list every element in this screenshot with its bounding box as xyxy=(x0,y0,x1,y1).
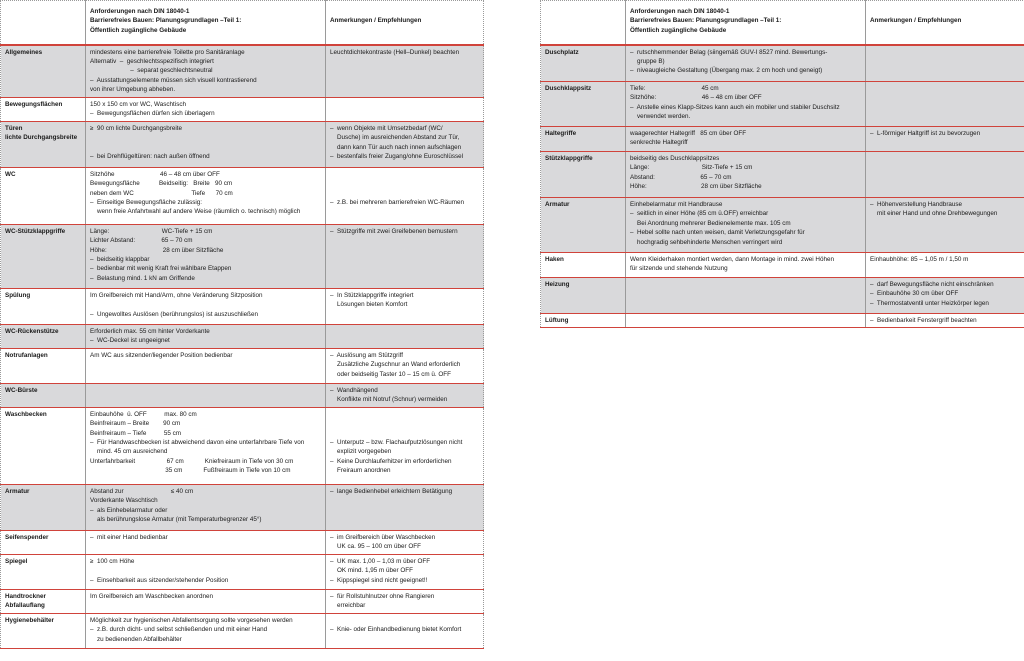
notes-cell xyxy=(326,407,484,484)
notes-cell xyxy=(326,121,484,167)
requirement-line: Wenn Kleiderhaken montiert werden, dann Montage in mind. zwei Höhen xyxy=(630,256,834,263)
blank-line xyxy=(330,179,479,188)
table-header-row xyxy=(541,1,1024,45)
row-label-cell xyxy=(1,288,86,324)
requirement-line: als berührungslose Armatur (mit Temperaturbegrenzer 45°) xyxy=(90,516,262,523)
requirement-line: – seitlich in einer Höhe (85 cm ü.OFF) erreichbar xyxy=(630,210,769,218)
requirements-cell xyxy=(86,45,326,98)
requirements-cell xyxy=(86,348,326,383)
row-label: Bewegungsflächen xyxy=(5,100,63,108)
row-label-cell xyxy=(541,253,626,278)
table-row xyxy=(541,253,1024,278)
note-line: – im Greifbereich über Waschbecken xyxy=(330,533,436,541)
header-title-line: Öffentlich zugängliche Gebäude xyxy=(90,26,187,34)
requirement-line: wenn freie Anfahrtwahl auf andere Weise (räumlich o. technisch) möglich xyxy=(90,208,301,216)
notes-cell xyxy=(866,198,1024,253)
requirement-line: Möglichkeit zur hygienischen Abfallentsorgung sollte vorgesehen werden xyxy=(90,616,293,624)
requirement-line: – Einseitige Bewegungsfläche zulässig: xyxy=(90,199,203,206)
notes-cell xyxy=(866,45,1024,82)
row-label-cell xyxy=(541,45,626,82)
notes-cell xyxy=(326,324,484,348)
row-label: Lüftung xyxy=(545,317,569,324)
header-requirements-cell xyxy=(86,1,326,45)
row-label: Duschplatz xyxy=(545,48,579,56)
note-line: – UK max. 1,00 – 1,03 m über OFF xyxy=(330,557,431,565)
notes-cell xyxy=(326,348,484,383)
notes-cell xyxy=(326,383,484,407)
requirement-line: verwendet werden. xyxy=(630,113,691,121)
blank-line xyxy=(90,566,321,575)
row-label: Abfallauflang xyxy=(5,602,45,610)
requirement-line: – niveaugleiche Gestaltung (Übergang max. 2 cm hoch und geneigt) xyxy=(630,67,823,75)
requirement-line: Alternativ – geschlechtsspezifisch integriert xyxy=(90,57,214,65)
notes-cell xyxy=(866,152,1024,198)
requirements-cell xyxy=(626,127,866,152)
row-label: Duschklappsitz xyxy=(545,85,592,92)
requirement-line: Unterfahrbarkeit 67 cm Kniefreiraum in Tiefe von 30 cm xyxy=(90,457,294,465)
notes-cell xyxy=(866,314,1024,328)
header-notes-label: Anmerkungen / Empfehlungen xyxy=(870,17,962,24)
requirement-line: Einbauhöhe ü. OFF max. 80 cm xyxy=(90,410,197,418)
row-label-cell xyxy=(1,530,86,554)
requirement-line: Sitzhöhe: 46 – 48 cm über OFF xyxy=(630,94,762,102)
requirements-cell xyxy=(86,167,326,224)
requirement-line: Abstand: 65 – 70 cm xyxy=(630,173,732,181)
row-label-cell xyxy=(541,314,626,328)
row-label: Armatur xyxy=(545,201,570,208)
requirements-cell xyxy=(86,383,326,407)
requirement-line: für sitzende und stehende Nutzung xyxy=(630,265,728,273)
requirement-line: – Hebel sollte nach unten weisen, damit Verletzungsgefahr für xyxy=(630,229,805,237)
row-label: Haltegriffe xyxy=(545,130,577,137)
note-line: Einhaubhöhe: 85 – 1,05 m / 1,50 m xyxy=(870,256,969,263)
note-line: Zusätzliche Zugschnur an Wand erforderlich xyxy=(330,361,461,369)
row-label: WC-Rückenstütze xyxy=(5,327,59,335)
notes-cell xyxy=(866,82,1024,127)
requirement-line: mind. 45 cm ausreichend xyxy=(90,448,168,456)
table-row xyxy=(1,407,484,484)
right-requirements-table xyxy=(540,0,1024,328)
row-label-cell xyxy=(541,152,626,198)
requirements-cell xyxy=(86,288,326,324)
blank-line xyxy=(90,300,321,309)
table-row xyxy=(541,82,1024,127)
row-label-cell xyxy=(1,589,86,613)
note-line: – Knie- oder Einhandbedienung bietet Komfort xyxy=(330,626,462,634)
row-label: Hygienebehälter xyxy=(5,616,54,624)
requirement-line: zu bedienenden Abfallbehälter xyxy=(90,635,182,643)
note-line: erreichbar xyxy=(330,602,366,610)
notes-cell xyxy=(866,278,1024,314)
requirements-cell xyxy=(86,407,326,484)
left-table-body xyxy=(1,1,484,649)
row-label: Spülung xyxy=(5,291,31,299)
row-label: Seifenspender xyxy=(5,533,49,541)
notes-cell xyxy=(326,530,484,554)
table-row xyxy=(541,278,1024,314)
note-line: – Höhenverstellung Handbrause xyxy=(870,201,963,208)
requirement-line: Bei Anordnung mehrerer Bedienelemente max. 105 cm xyxy=(630,219,791,227)
row-label-cell xyxy=(1,348,86,383)
note-line: – für Rollstuhlnutzer ohne Rangieren xyxy=(330,592,435,600)
requirement-line: neben dem WC Tiefe 70 cm xyxy=(90,189,233,197)
notes-cell xyxy=(326,589,484,613)
requirement-line: Erforderlich max. 55 cm hinter Vorderkante xyxy=(90,327,210,335)
right-table-body xyxy=(541,1,1024,328)
header-notes-label: Anmerkungen / Empfehlungen xyxy=(330,17,422,24)
note-line: – L-förmiger Haltgriff ist zu bevorzugen xyxy=(870,130,981,137)
requirement-line: Höhe: 28 cm über Sitzfläche xyxy=(90,246,224,254)
row-label: WC-Bürste xyxy=(5,386,38,394)
blank-line xyxy=(90,143,321,152)
requirement-line: Am WC aus sitzender/liegender Position bedienbar xyxy=(90,351,233,359)
requirements-cell xyxy=(626,278,866,314)
requirement-line: 150 x 150 cm vor WC, Waschtisch xyxy=(90,100,186,108)
note-line: – Bedienbarkeit Fenstergriff beachten xyxy=(870,317,977,324)
table-row xyxy=(1,97,484,121)
requirements-cell xyxy=(86,554,326,589)
row-label-cell xyxy=(541,278,626,314)
note-line: – darf Bewegungsfläche nicht einschränken xyxy=(870,281,994,288)
requirement-line: Bewegungsfläche Beidseitig: Breite 90 cm xyxy=(90,180,233,188)
table-row xyxy=(1,554,484,589)
note-line: Freiraum anordnen xyxy=(330,467,391,475)
requirement-line: – Anstelle eines Klapp-Sitzes kann auch ein mobiler und stabiler Duschsitz xyxy=(630,103,840,111)
note-line: Konflikte mit Notruf (Schnur) vermeiden xyxy=(330,396,448,404)
requirements-cell xyxy=(86,97,326,121)
requirement-line: Im Greifbereich mit Hand/Arm, ohne Veränderung Sitzposition xyxy=(90,291,263,299)
row-label-cell xyxy=(541,198,626,253)
row-label-cell xyxy=(1,121,86,167)
row-label: Heizung xyxy=(545,281,570,288)
requirement-line: mindestens eine barrierefreie Toilette pro Sanitäranlage xyxy=(90,48,245,56)
requirements-cell xyxy=(86,121,326,167)
header-title-line: Öffentlich zugängliche Gebäude xyxy=(630,26,727,34)
row-label: Stützklappgriffe xyxy=(545,155,593,162)
requirement-line: Beinfreiraum – Tiefe 55 cm xyxy=(90,429,181,437)
note-line: – Stützgriffe mit zwei Greifebenen bemustern xyxy=(330,227,458,235)
row-label: Allgemeines xyxy=(5,48,43,56)
blank-line xyxy=(330,410,479,419)
header-title-line: Anforderungen nach DIN 18040-1 xyxy=(630,8,730,15)
notes-cell xyxy=(326,97,484,121)
header-requirements-cell xyxy=(626,1,866,45)
requirement-line: – rutschhemmender Belag (siingemäß GUV-I 8527 mind. Bewertungs- xyxy=(630,48,828,56)
requirement-line: – Belastung mind. 1 kN am Griffende xyxy=(90,274,195,282)
blank-line xyxy=(330,189,479,198)
header-notes-cell xyxy=(866,1,1024,45)
row-label-cell xyxy=(1,224,86,288)
header-empty-cell xyxy=(1,1,86,45)
row-label-cell xyxy=(1,484,86,530)
row-label-cell xyxy=(1,97,86,121)
row-label-cell xyxy=(541,82,626,127)
note-line: mit einer Hand und ohne Drehbewegungen xyxy=(870,210,998,218)
row-label: Notrufanlagen xyxy=(5,351,48,359)
note-line: OK mind. 1,95 m über OFF xyxy=(330,567,413,575)
requirements-cell xyxy=(86,484,326,530)
requirement-line: – Bewegungsflächen dürfen sich überlagern xyxy=(90,110,215,118)
note-line: – Auslösung am Stützgriff xyxy=(330,351,404,359)
row-label-cell xyxy=(1,407,86,484)
requirements-cell xyxy=(86,589,326,613)
note-line: – Einbauhöhe 30 cm über OFF xyxy=(870,290,959,298)
table-row xyxy=(1,348,484,383)
requirement-line: von ihrer Umgebung abheben. xyxy=(90,86,176,94)
table-row xyxy=(1,224,484,288)
row-label: lichte Durchgangsbreite xyxy=(5,134,78,142)
note-line: dann kann Tür auch nach innen aufschlagen xyxy=(330,143,462,151)
note-line: – Wandhängend xyxy=(330,386,378,394)
row-label-cell xyxy=(1,613,86,648)
note-line: – lange Bedienhebel erleichtern Betätigung xyxy=(330,487,453,495)
requirement-line: Sitzhöhe 46 – 48 cm über OFF xyxy=(90,170,220,178)
table-row xyxy=(541,127,1024,152)
header-empty-cell xyxy=(541,1,626,45)
requirements-cell xyxy=(86,613,326,648)
row-label-cell xyxy=(1,324,86,348)
requirement-line: Länge: WC-Tiefe + 15 cm xyxy=(90,227,213,235)
requirement-line: Abstand zur ≤ 40 cm xyxy=(90,487,194,495)
requirement-line: – z.B. durch dicht- und selbst schließenden und mit einer Hand xyxy=(90,626,268,634)
notes-cell xyxy=(326,484,484,530)
requirement-line: – Ungewolltes Auslösen (berührungslos) ist auszuschließen xyxy=(90,310,259,318)
header-title-line: Barrierefreies Bauen: Planungsgrundlagen –Teil 1: xyxy=(90,17,242,25)
row-label-cell xyxy=(541,127,626,152)
requirement-line: hochgradig sehbehinderte Menschen verringert wird xyxy=(630,238,783,246)
requirements-cell xyxy=(626,253,866,278)
table-row xyxy=(541,152,1024,198)
note-line: – Kippspiegel sind nicht geeignet!! xyxy=(330,576,428,584)
row-label: Haken xyxy=(545,256,564,263)
table-row xyxy=(1,167,484,224)
requirement-line: – beidseitig klappbar xyxy=(90,256,150,263)
table-row xyxy=(541,314,1024,328)
table-row xyxy=(1,613,484,648)
table-row xyxy=(1,589,484,613)
note-line: – Thermostatventil unter Heizkörper legen xyxy=(870,299,989,307)
header-notes-cell xyxy=(326,1,484,45)
row-label: Spiegel xyxy=(5,557,28,565)
requirements-cell xyxy=(626,314,866,328)
requirement-line: – mit einer Hand bedienbar xyxy=(90,533,168,541)
blank-line xyxy=(330,419,479,428)
requirements-cell xyxy=(626,82,866,127)
row-label-cell xyxy=(1,45,86,98)
row-label: Handtrockner xyxy=(5,592,46,600)
requirement-line: Vorderkante Waschtisch xyxy=(90,497,158,505)
requirements-cell xyxy=(86,324,326,348)
header-title-line: Anforderungen nach DIN 18040-1 xyxy=(90,8,190,15)
requirement-line: Im Greifbereich am Waschbecken anordnen xyxy=(90,592,213,600)
notes-cell xyxy=(326,45,484,98)
requirements-cell xyxy=(626,45,866,82)
blank-line xyxy=(330,616,479,625)
requirement-line: – bedienbar mit wenig Kraft frei wählbare Etappen xyxy=(90,265,232,273)
notes-cell xyxy=(326,224,484,288)
requirement-line: senkrechte Haltegriff xyxy=(630,139,688,147)
left-requirements-table xyxy=(0,0,484,649)
table-row xyxy=(1,324,484,348)
note-line: – bestenfalls freier Zugang/ohne Euroschlüssel xyxy=(330,153,464,160)
note-line: – z.B. bei mehreren barrierefreien WC-Räumen xyxy=(330,199,465,206)
blank-line xyxy=(330,429,479,438)
notes-cell xyxy=(866,253,1024,278)
requirement-line: – Für Handwaschbecken ist abweichend davon eine unterfahrbare Tiefe von xyxy=(90,439,305,446)
requirement-line: – WC-Deckel ist ungeeignet xyxy=(90,337,170,345)
row-label: Waschbecken xyxy=(5,410,47,418)
requirement-line: ≥ 100 cm Höhe xyxy=(90,557,135,565)
row-label: Türen xyxy=(5,124,23,132)
requirement-line: ≥ 90 cm lichte Durchgangsbreite xyxy=(90,124,183,132)
table-row xyxy=(1,121,484,167)
blank-line xyxy=(90,133,321,142)
notes-cell xyxy=(326,613,484,648)
table-row xyxy=(1,383,484,407)
requirement-line: Länge: Sitz-Tiefe + 15 cm xyxy=(630,164,753,172)
table-row xyxy=(541,45,1024,82)
row-label: WC-Stützklappgriffe xyxy=(5,227,66,235)
table-row xyxy=(1,288,484,324)
requirements-cell xyxy=(626,198,866,253)
notes-cell xyxy=(326,167,484,224)
note-line: UK ca. 95 – 100 cm über OFF xyxy=(330,543,421,551)
row-label-cell xyxy=(1,167,86,224)
table-header-row xyxy=(1,1,484,45)
requirements-cell xyxy=(626,152,866,198)
table-row xyxy=(541,198,1024,253)
requirements-cell xyxy=(86,224,326,288)
requirement-line: beidseitig des Duschklappsitzes xyxy=(630,155,720,162)
requirement-line: 35 cm Fußfreiraum in Tiefe von 10 cm xyxy=(90,467,291,475)
requirement-line: Höhe: 28 cm über Sitzfläche xyxy=(630,183,762,191)
note-line: Lösungen bieten Komfort xyxy=(330,301,408,309)
requirement-line: Tiefe: 45 cm xyxy=(630,85,719,92)
requirement-line: – separat geschlechtsneutral xyxy=(90,67,213,75)
notes-cell xyxy=(866,127,1024,152)
row-label-cell xyxy=(1,383,86,407)
blank-line xyxy=(330,170,479,179)
header-title-line: Barrierefreies Bauen: Planungsgrundlagen –Teil 1: xyxy=(630,17,782,25)
requirement-line: – als Einhebelarmatur oder xyxy=(90,506,168,514)
requirement-line: – bei Drehflügeltüren: nach außen öffnend xyxy=(90,153,210,160)
note-line: – Keine Durchlauferhitzer im erforderlichen xyxy=(330,457,452,465)
requirement-line: Lichter Abstand: 65 – 70 cm xyxy=(90,237,193,245)
note-line: Dusche) im ausreichenden Abstand zur Tür, xyxy=(330,134,460,142)
note-line: explizit vorgegeben xyxy=(330,448,392,456)
requirement-line: Beinfreiraum – Breite 90 cm xyxy=(90,420,181,428)
note-line: – In Stützklappgriffe integriert xyxy=(330,291,414,299)
table-row xyxy=(1,530,484,554)
requirement-line: waagerechter Haltegriff 85 cm über OFF xyxy=(630,130,747,137)
table-row xyxy=(1,45,484,98)
note-line: – Unterputz – bzw. Flachaufputzlösungen nicht xyxy=(330,439,463,446)
row-label-cell xyxy=(1,554,86,589)
note-line: – wenn Objekte mit Umsetzbedarf (WC/ xyxy=(330,124,443,132)
notes-cell xyxy=(326,288,484,324)
row-label: WC xyxy=(5,170,16,178)
requirement-line: Einhebelarmatur mit Handbrause xyxy=(630,201,723,208)
note-line: Leuchtdichtekontraste (Hell–Dunkel) beachten xyxy=(330,48,460,56)
requirements-cell xyxy=(86,530,326,554)
table-row xyxy=(1,484,484,530)
requirement-line: gruppe B) xyxy=(630,57,665,65)
requirement-line: – Ausstattungselemente müssen sich visuell kontrastierend xyxy=(90,76,257,84)
requirement-line: – Einsehbarkeit aus sitzender/stehender Position xyxy=(90,576,229,584)
note-line: oder beidseitig Taster 10 – 15 cm ü. OFF xyxy=(330,370,451,378)
row-label: Armatur xyxy=(5,487,30,495)
notes-cell xyxy=(326,554,484,589)
